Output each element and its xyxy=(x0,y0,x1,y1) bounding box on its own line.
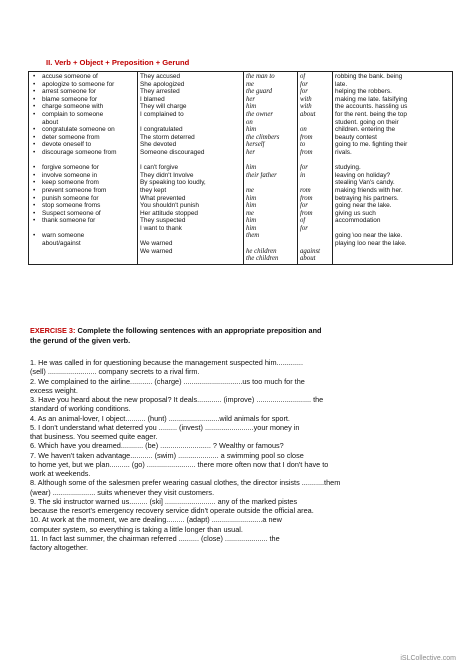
example-subject-column xyxy=(138,72,244,265)
table-cell-line xyxy=(31,225,135,233)
exercise-line: (sell) ........................ company secrets to a rival firm. xyxy=(30,367,200,377)
table-cell-line: • involve someone in xyxy=(31,172,135,180)
table-cell-line: I complained to xyxy=(140,110,184,118)
table-cell-line xyxy=(140,119,241,127)
exercise-line: (wear) ..................... suits whenever they visit customers. xyxy=(30,487,215,497)
table-cell-line: against xyxy=(300,247,321,255)
table-cell-line xyxy=(140,232,241,240)
table-cell-line: me xyxy=(246,80,254,88)
exercise-title-line2: the gerund of the given verb. xyxy=(30,335,131,345)
table-cell-line: about xyxy=(300,255,316,263)
verb-preposition-table xyxy=(28,71,453,265)
table-cell-line: beauty contest xyxy=(335,133,377,141)
table-cell-line: the climbers xyxy=(246,133,280,141)
table-cell-line: them xyxy=(246,232,260,240)
table-cell-line: him xyxy=(246,224,257,232)
table-cell-line: They didn't Involve xyxy=(140,171,194,179)
exercise-line: factory altogether. xyxy=(30,543,89,552)
table-cell-line xyxy=(300,240,330,248)
table-cell-line: They accused xyxy=(140,73,181,80)
exercise-line: excess weight. xyxy=(30,385,78,395)
exercise-line: work at weekends. xyxy=(30,469,91,478)
table-cell-line xyxy=(140,157,241,165)
table-cell-line: rom xyxy=(300,186,311,194)
table-cell-line: betraying his partners. xyxy=(335,194,399,202)
table-cell-line: the accounts. hassling us xyxy=(335,103,408,111)
table-cell-line: They will charge xyxy=(140,103,187,111)
table-cell-line: children. entering the xyxy=(335,126,396,134)
table-cell-line: We warned xyxy=(140,247,173,255)
table-cell-line: her xyxy=(246,95,256,103)
exercise-line: 2. We complained to the airline........... (charge) .............................us too much for the xyxy=(30,376,305,386)
table-cell-line xyxy=(300,232,330,240)
exercise-line: 6. Which have you dreamed........... (be) ......................... ? Wealthy or famous? xyxy=(30,441,284,451)
table-cell-line: student. going on their xyxy=(335,118,399,126)
table-cell-line: • keep someone from xyxy=(31,179,135,187)
table-cell-line xyxy=(246,179,295,187)
table-cell-line: playing loo near the lake. xyxy=(335,240,407,248)
table-cell-line: in xyxy=(300,171,306,179)
table-cell-line: • punish someone for xyxy=(31,195,135,203)
table-cell-line: for xyxy=(300,202,308,210)
table-cell-line: their father xyxy=(246,171,277,179)
table-cell-line: herself xyxy=(246,141,265,149)
table-cell-line: on xyxy=(300,126,307,134)
table-cell-line: • discourage someone from xyxy=(31,149,135,157)
table-cell-line: him xyxy=(246,202,257,210)
gerund-phrase-column xyxy=(333,72,453,265)
table-cell-line: leaving on holiday? xyxy=(335,171,391,179)
table-cell-line: to xyxy=(300,141,306,149)
exercise-line: 8. Although some of the salesmen prefer wearing casual clothes, the director insists ...........them xyxy=(30,478,341,488)
table-cell-line: By speaking too loudly, xyxy=(140,179,206,187)
table-cell-line: I want to thank xyxy=(140,224,182,232)
watermark: iSLCollective.com xyxy=(400,655,456,662)
table-cell-line: me xyxy=(246,209,254,217)
table-cell-line: Someone discouraged xyxy=(140,148,205,156)
table-cell-line: She devoted xyxy=(140,141,177,149)
preposition-column xyxy=(298,72,333,265)
table-cell-line: they kept xyxy=(140,186,167,194)
table-cell-line: • deter someone from xyxy=(31,134,135,142)
table-cell-line: robbing the bank. being xyxy=(335,73,403,80)
table-cell-line: the children xyxy=(246,255,279,263)
table-cell-line: from xyxy=(300,133,313,141)
table-row xyxy=(29,72,453,265)
table-cell-line xyxy=(300,157,330,165)
table-cell-line xyxy=(300,179,330,187)
table-cell-line: • thank someone for xyxy=(31,217,135,225)
exercise-title-text: Complete the following sentences with an appropriate preposition and xyxy=(75,326,322,335)
table-cell-line: • warn someone xyxy=(31,232,135,240)
table-cell-line: rivals. xyxy=(335,148,352,156)
exercise-line: 4. As an animal-lover, I object.......... (hunt) .........................wild animals for sport. xyxy=(30,413,290,423)
table-cell-line: of xyxy=(300,217,306,225)
table-cell-line: • blame someone for xyxy=(31,96,135,104)
verb-phrase-column xyxy=(29,72,138,265)
table-cell-line: with xyxy=(300,95,312,103)
table-cell-line: • arrest someone for xyxy=(31,88,135,96)
table-cell-line: I congratulated xyxy=(140,126,183,134)
table-cell-line: They arrested xyxy=(140,88,180,96)
table-cell-line: You shouldn't punish xyxy=(140,202,199,210)
table-cell-line: • stop someone froms xyxy=(31,202,135,210)
table-cell-line: from xyxy=(300,194,313,202)
table-cell-line: • apologize to someone for xyxy=(31,81,135,89)
exercise-line: 7. We haven't taken advantage........... (swim) .................... a swimming pool so close xyxy=(30,450,304,460)
table-cell-line: with xyxy=(300,103,312,111)
table-cell-line: making friends with her. xyxy=(335,186,403,194)
table-cell-line: from xyxy=(300,148,313,156)
table-cell-line: • accuse someone of xyxy=(31,73,135,81)
table-cell-line: the man to xyxy=(246,73,275,80)
exercise-line: 3. Have you heard about the new proposal? It deals............ (improve) ........................... the xyxy=(30,395,324,404)
table-cell-line: for xyxy=(300,88,308,96)
table-cell-line: Her attitude stopped xyxy=(140,209,198,217)
exercise-line: standard of working conditions. xyxy=(30,404,131,414)
table-cell-line: on xyxy=(246,118,253,126)
table-cell-line: • devote oneself to xyxy=(31,141,135,149)
exercise-sentences xyxy=(30,358,450,552)
table-cell-line: giving us such xyxy=(335,209,376,217)
exercise-line: because the resort's emergency recovery service didn't operate outside the official area. xyxy=(30,506,314,515)
table-cell-line: She apologized xyxy=(140,80,185,88)
exercise-line: to home yet, but we plan.......... (go) ........................ there more often now that I don't have to xyxy=(30,459,329,469)
section-heading: II. Verb + Object + Preposition + Gerund xyxy=(46,58,190,67)
table-cell-line: accommodation xyxy=(335,217,381,225)
table-cell-line: making me late. falsifying xyxy=(335,95,408,103)
object-column xyxy=(244,72,298,265)
table-cell-line: he children xyxy=(246,247,277,255)
table-cell-line: me xyxy=(246,186,254,194)
table-cell-line: The storm deterred xyxy=(140,133,195,141)
table-cell-line xyxy=(335,225,450,233)
table-cell-line: We warned xyxy=(140,240,173,248)
table-cell-line: for the rent. being the top xyxy=(335,110,407,118)
table-cell-line: stealing Van's candy. xyxy=(335,179,395,187)
table-cell-line: I blamed xyxy=(140,95,165,103)
table-cell-line: for xyxy=(300,164,308,172)
table-cell-line: about xyxy=(300,110,316,118)
table-cell-line xyxy=(246,240,295,248)
table-cell-line xyxy=(335,157,450,165)
exercise-line: computer system, so everything is taking a little longer than usual. xyxy=(30,524,243,534)
table-cell-line: going to me. fighting their xyxy=(335,141,408,149)
exercise-label: EXERCISE 3: xyxy=(30,326,76,335)
table-cell-line xyxy=(300,119,330,127)
table-cell-line: • prevent someone from xyxy=(31,187,135,195)
table-cell-line: • complain to someone xyxy=(31,111,135,119)
table-cell-line: going near the lake. xyxy=(335,202,392,210)
table-cell-line: • Suspect someone of xyxy=(31,210,135,218)
table-cell-line: him xyxy=(246,126,257,134)
table-cell-line xyxy=(31,157,135,165)
table-cell-line: her xyxy=(246,148,256,156)
table-cell-line: him xyxy=(246,194,257,202)
table-cell-line: him xyxy=(246,164,257,172)
table-cell-line: of xyxy=(300,73,306,80)
table-cell-line: They suspected xyxy=(140,217,186,225)
table-cell-line: from xyxy=(300,209,313,217)
table-cell-line: him xyxy=(246,103,257,111)
table-cell-line: the owner xyxy=(246,110,273,118)
exercise-line: 1. He was called in for questioning because the management suspected him............. xyxy=(30,358,303,367)
table-cell-line: for xyxy=(300,224,308,232)
table-cell-line: • charge someone with xyxy=(31,103,135,111)
exercise-title xyxy=(30,326,450,345)
table-cell-line: for xyxy=(300,80,308,88)
table-cell-line: late. xyxy=(335,80,348,88)
exercise-line: 5. I don't understand what deterred you ......... (invest) ........................your money in xyxy=(30,422,300,432)
table-cell-line: • forgive someone for xyxy=(31,164,135,172)
exercise-line: 10. At work at the moment, we are dealing......... (adapt) .........................a new xyxy=(30,515,282,525)
table-cell-line xyxy=(246,157,295,165)
exercise-line: 11. In fact last summer, the chairman referred .......... (close) ..................... the xyxy=(30,533,280,543)
table-cell-line: going \oo near the lake. xyxy=(335,232,403,240)
table-cell-line: • congratulate someone on xyxy=(31,126,135,134)
table-cell-line: helping the robbers. xyxy=(335,88,392,96)
exercise-line: that business. You seemed quite eager. xyxy=(30,432,158,441)
table-cell-line: I can't forgive xyxy=(140,164,179,172)
table-cell-line: the guard xyxy=(246,88,272,96)
table-cell-line: him xyxy=(246,217,257,225)
table-cell-line: about/against xyxy=(42,240,81,248)
table-cell-line: What prevented xyxy=(140,194,186,202)
exercise-line: 9. The ski instructor warned us......... (ski] ......................... any of the marked pistes xyxy=(30,496,298,506)
table-cell-line: studying. xyxy=(335,164,361,172)
table-cell-line: about xyxy=(42,118,59,126)
